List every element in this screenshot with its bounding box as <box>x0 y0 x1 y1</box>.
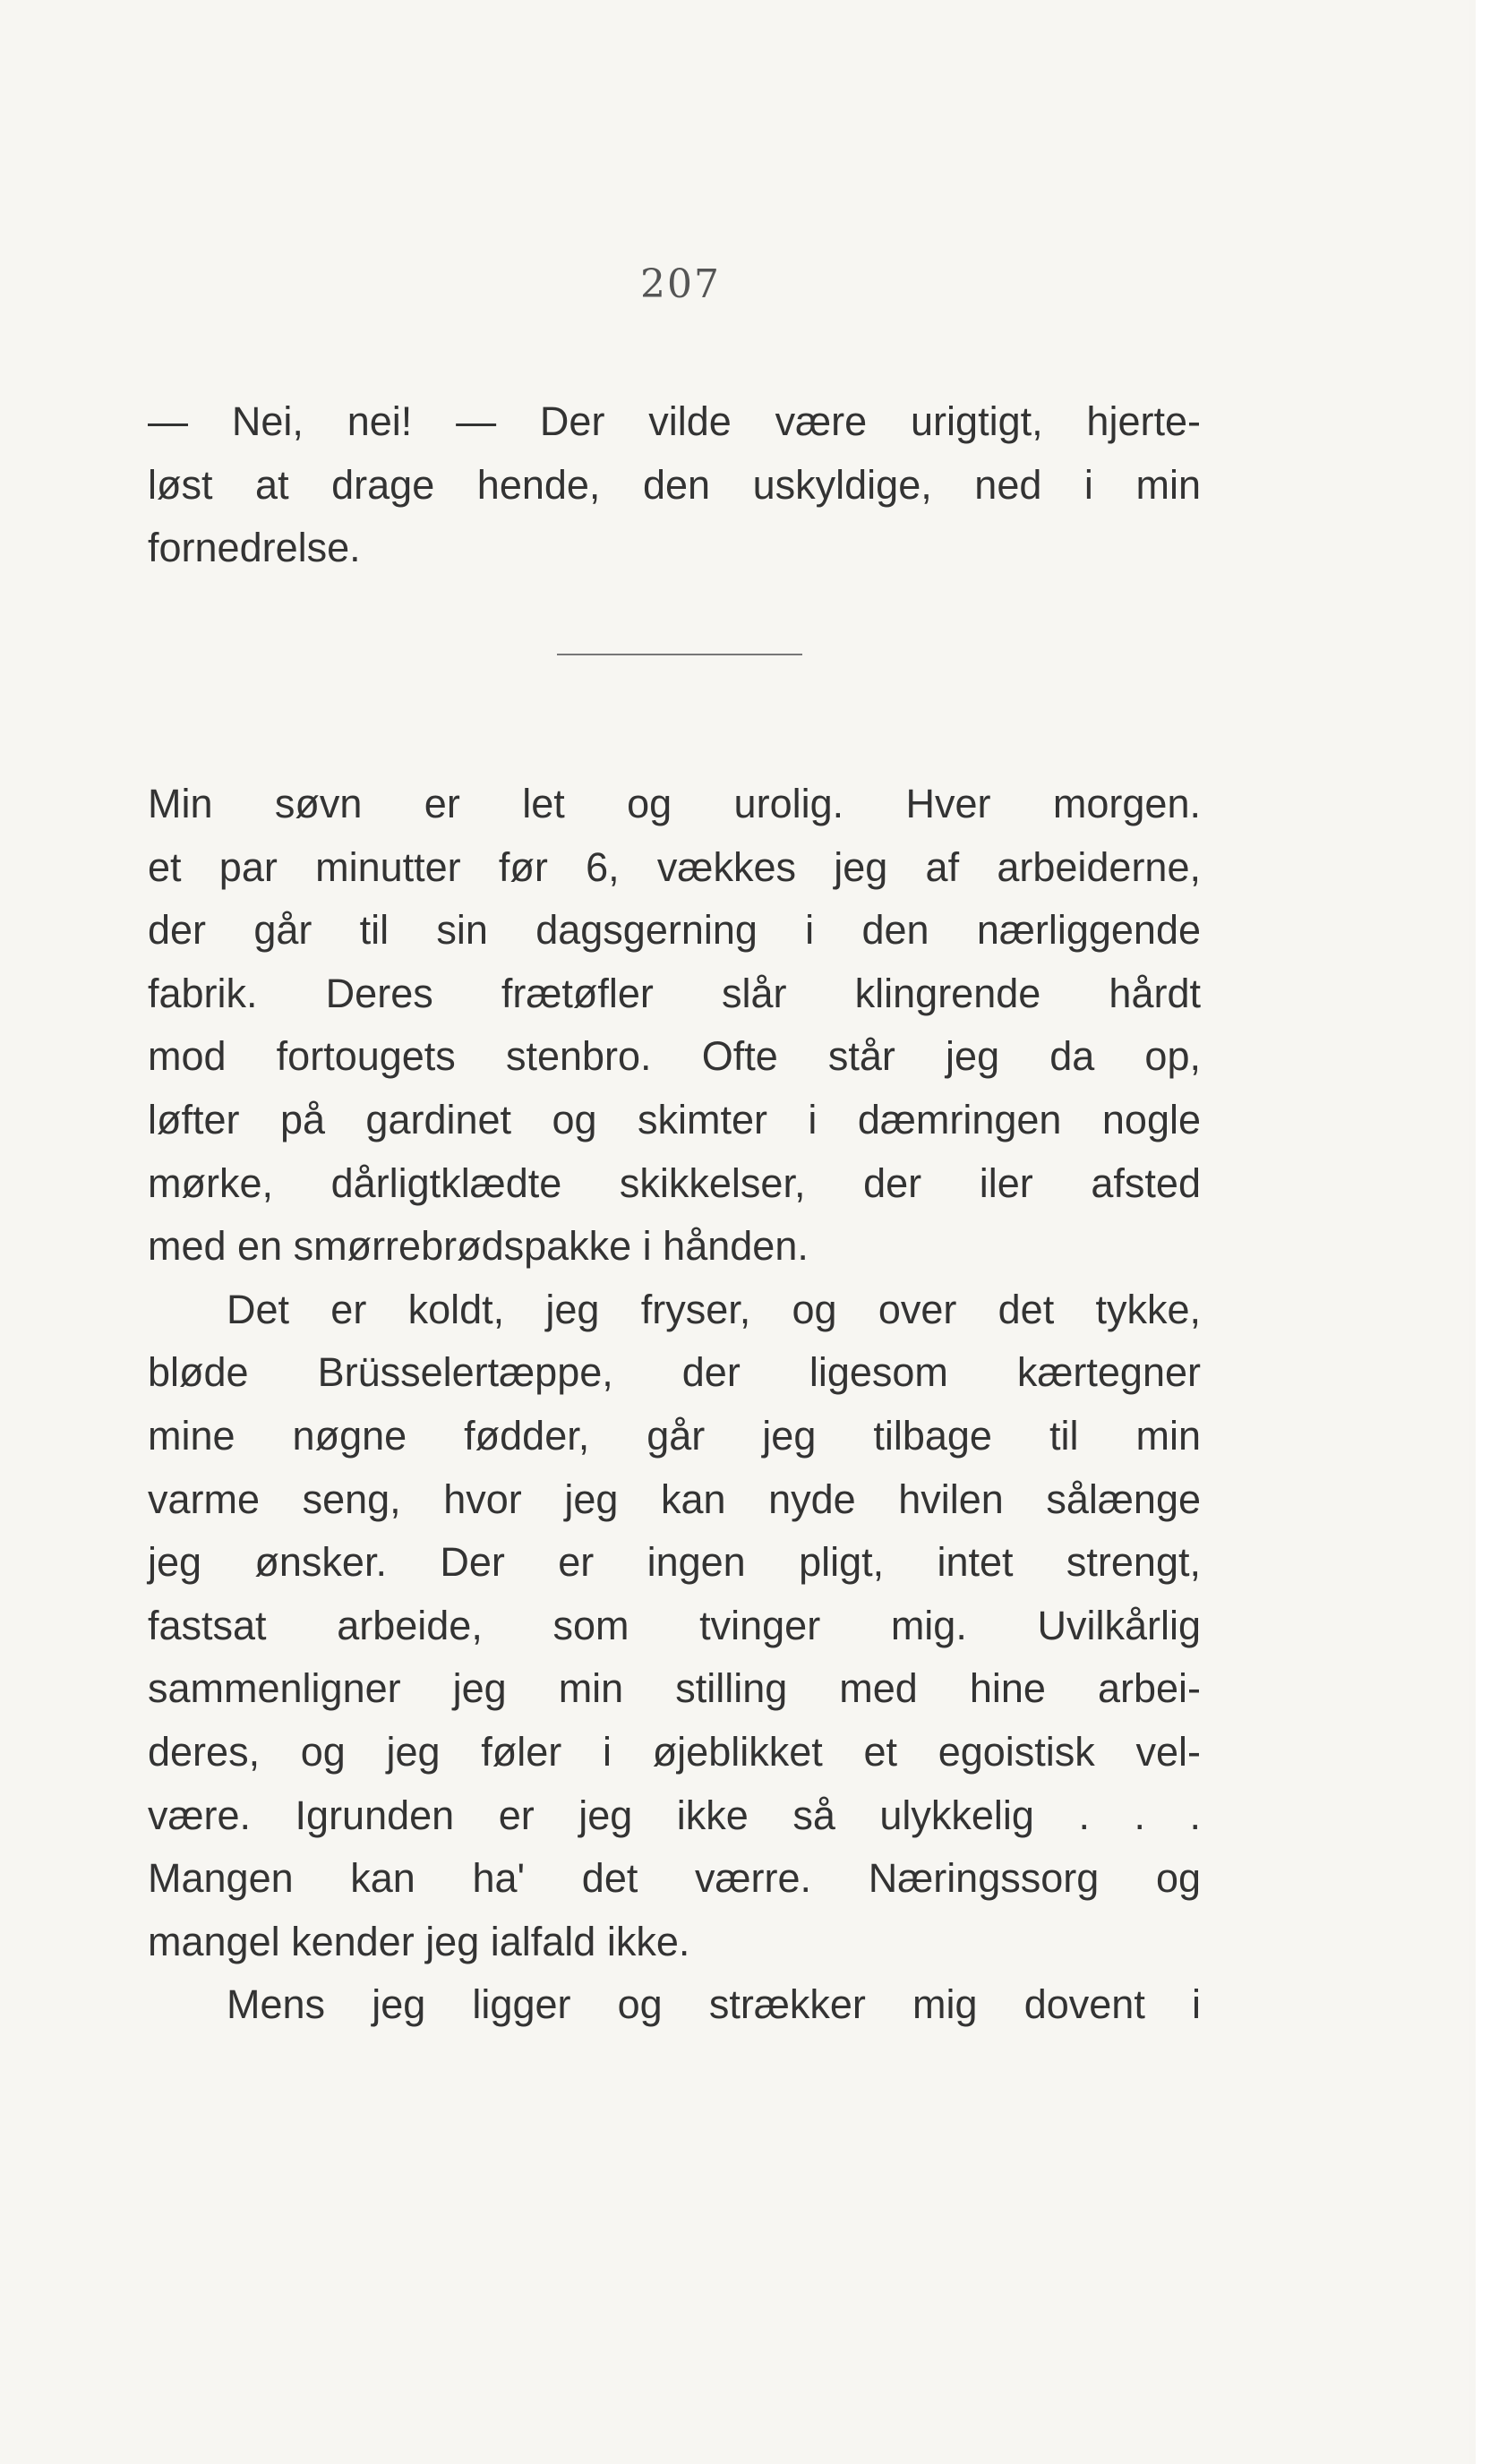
text-line: fabrik. Deres frætøfler slår klingrende hårdt <box>148 970 1201 1016</box>
paragraph-main <box>148 773 1201 2037</box>
page-number: 207 <box>640 261 721 307</box>
text-line: der går til sin dagsgerning i den nærliggende <box>148 907 1201 954</box>
text-line: Mens jeg ligger og strækker mig dovent i <box>227 1981 1201 2028</box>
text-line: fastsat arbeide, som tvinger mig. Uvilkårlig <box>148 1602 1201 1648</box>
page-edge <box>1476 0 1490 2464</box>
text-line: være. Igrunden er jeg ikke så ulykkelig . . . <box>148 1792 1201 1838</box>
text-line: sammenligner jeg min stilling med hine arbei- <box>148 1665 1201 1712</box>
text-line: med en smørrebrødspakke i hånden. <box>148 1223 809 1270</box>
text-line: — Nei, nei! — Der vilde være urigtigt, hjerte- <box>148 398 1201 444</box>
text-line: løfter på gardinet og skimter i dæmringen nogle <box>148 1096 1201 1142</box>
paragraph-dialogue <box>148 390 1201 580</box>
text-line: Min søvn er let og urolig. Hver morgen. <box>148 781 1201 826</box>
text-line: et par minutter før 6, vækkes jeg af arbeiderne, <box>148 843 1201 890</box>
section-separator <box>557 654 802 655</box>
text-line: mangel kender jeg ialfald ikke. <box>148 1918 690 1964</box>
text-line: Mangen kan ha' det værre. Næringssorg og <box>148 1855 1201 1902</box>
text-line: fornedrelse. <box>148 525 361 571</box>
text-line: varme seng, hvor jeg kan nyde hvilen sålænge <box>148 1476 1201 1522</box>
text-line: mørke, dårligtklædte skikkelser, der iler afsted <box>148 1159 1201 1206</box>
text-line: bløde Brüsselertæppe, der ligesom kærtegner <box>148 1349 1201 1396</box>
text-line: mine nøgne fødder, går jeg tilbage til min <box>148 1412 1201 1459</box>
text-line: Det er koldt, jeg fryser, og over det tykke, <box>227 1286 1201 1332</box>
text-line: løst at drage hende, den uskyldige, ned i min <box>148 461 1201 508</box>
text-line: deres, og jeg føler i øjeblikket et egoistisk vel- <box>148 1728 1201 1775</box>
text-line: jeg ønsker. Der er ingen pligt, intet strengt, <box>148 1539 1201 1586</box>
text-line: mod fortougets stenbro. Ofte står jeg da op, <box>148 1033 1201 1080</box>
